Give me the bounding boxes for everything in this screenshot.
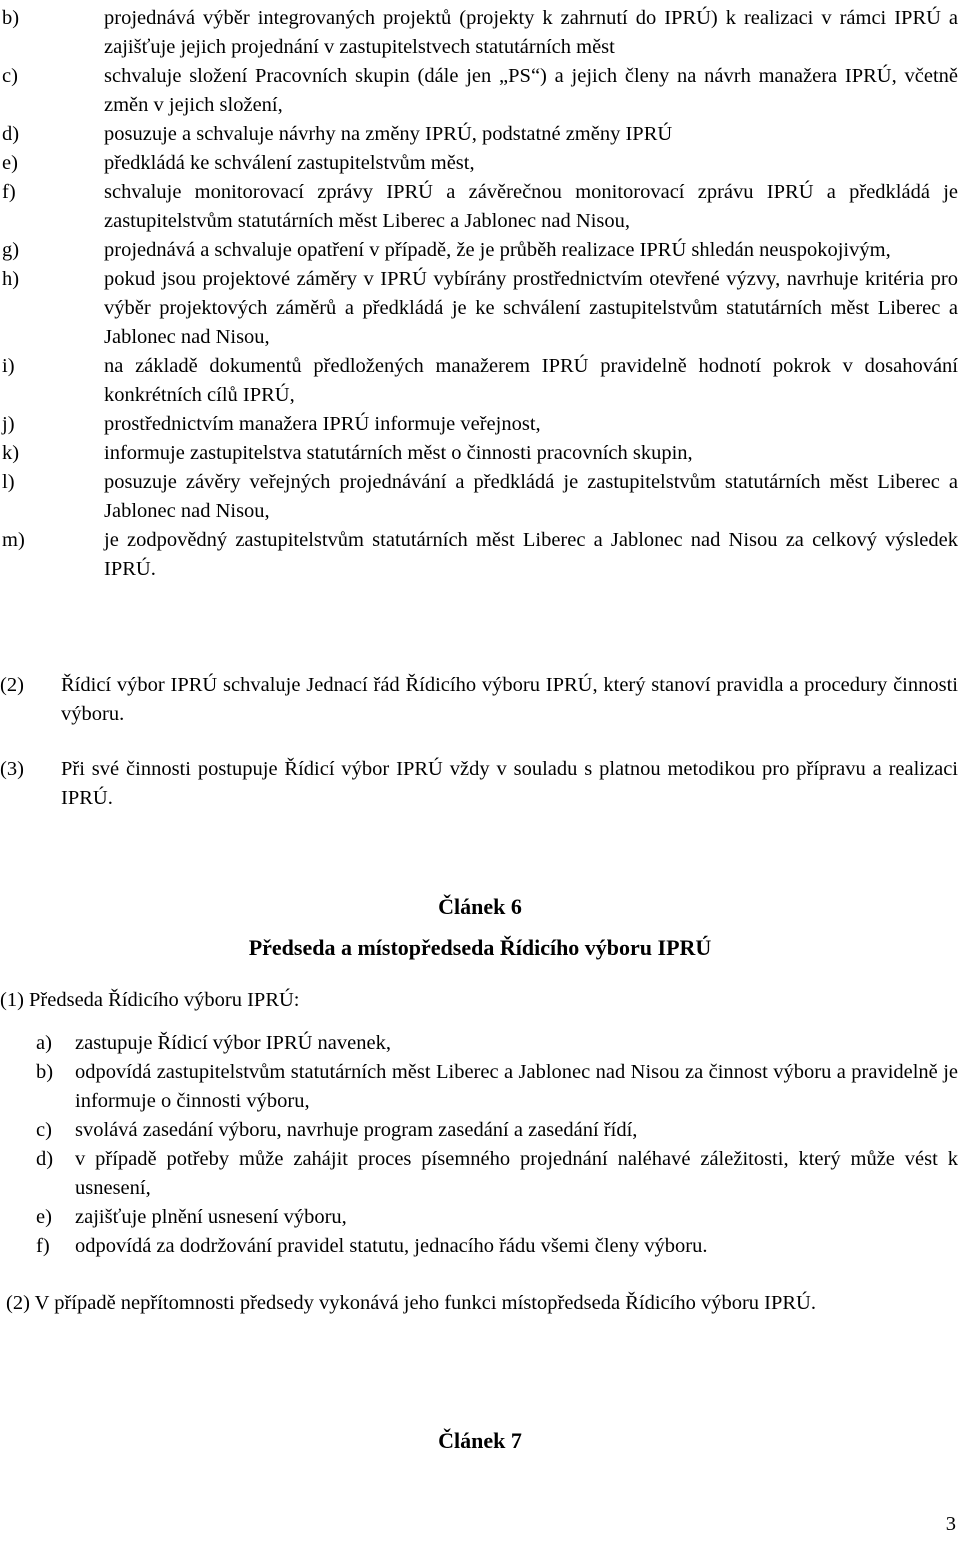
list-item-mark: a): [36, 1032, 52, 1054]
list-item-text: na základě dokumentů předložených manažerem IPRÚ pravidelně hodnotí pokrok v dosahování konkrétních cílů IPRÚ,: [104, 355, 958, 406]
list-item-text: posuzuje závěry veřejných projednávání a předkládá je zastupitelstvům statutárních měst Liberec a Jablonec nad Nisou,: [104, 471, 958, 522]
list-item-mark: c): [2, 65, 18, 87]
page-number: 3: [945, 1513, 956, 1535]
list-item: [0, 120, 958, 149]
list-item-mark: f): [36, 1235, 50, 1257]
list-item-text: informuje zastupitelstva statutárních měst o činnosti pracovních skupin,: [104, 442, 693, 464]
paragraph-2: [0, 671, 958, 729]
list-item-mark: k): [2, 442, 20, 464]
list-item: [0, 1145, 958, 1203]
list-item: [0, 265, 958, 352]
paragraph-text: Řídicí výbor IPRÚ schvaluje Jednací řád Řídicího výboru IPRÚ, který stanoví pravidla a procedury činnosti výboru.: [61, 674, 958, 725]
list-item: [0, 468, 958, 526]
list-item-mark: d): [2, 123, 20, 145]
list-item-mark: e): [36, 1206, 52, 1228]
list-item-text: pokud jsou projektové záměry v IPRÚ vybírány prostřednictvím otevřené výzvy, navrhuje kritéria pro výběr projektových záměrů a předkládá je ke schválení zastupitelstvům statutárních měst Liberec a Jablonec nad Nisou,: [104, 268, 958, 348]
article-7-title: Článek 7: [438, 1428, 522, 1453]
list-item: [0, 1058, 958, 1116]
list-item-mark: b): [2, 7, 20, 29]
list-item-text: předkládá ke schválení zastupitelstvům měst,: [104, 152, 475, 174]
list-item-text: schvaluje monitorovací zprávy IPRÚ a závěrečnou monitorovací zprávu IPRÚ a předkládá je zastupitelstvům statutárních měst Liberec a Jablonec nad Nisou,: [104, 181, 958, 232]
list-item-mark: b): [36, 1061, 54, 1083]
list-item-text: zastupuje Řídicí výbor IPRÚ navenek,: [75, 1032, 391, 1054]
list-item-mark: f): [2, 181, 16, 203]
list-item-text: prostřednictvím manažera IPRÚ informuje veřejnost,: [104, 413, 541, 435]
paragraph-number: (2): [0, 674, 24, 696]
list-item: [0, 178, 958, 236]
paragraph-number: (3): [0, 758, 24, 780]
list-item: [0, 1203, 958, 1232]
article-6-intro: (1) Předseda Řídicího výboru IPRÚ:: [0, 989, 300, 1011]
list-item-text: zajišťuje plnění usnesení výboru,: [75, 1206, 347, 1228]
list-item-text: projednává výběr integrovaných projektů (projekty k zahrnutí do IPRÚ) k realizaci v rámci IPRÚ a zajišťuje jejich projednání v zastupitelstvech statutárních měst: [104, 7, 958, 58]
list-item: [0, 149, 958, 178]
article-6-subtitle: Předseda a místopředseda Řídicího výboru IPRÚ: [248, 935, 712, 960]
list-item-mark: e): [2, 152, 18, 174]
list-item: [0, 62, 958, 120]
list-item-mark: l): [2, 471, 15, 493]
list-item-text: svolává zasedání výboru, navrhuje program zasedání a zasedání řídí,: [75, 1119, 638, 1141]
paragraph-3: [0, 755, 958, 813]
list-item-text: schvaluje složení Pracovních skupin (dále jen „PS“) a jejich členy na návrh manažera IPRÚ, včetně změn v jejich složení,: [104, 65, 958, 116]
list-item-text: posuzuje a schvaluje návrhy na změny IPRÚ, podstatné změny IPRÚ: [104, 123, 673, 145]
list-item-mark: i): [2, 355, 15, 377]
list-item-mark: m): [2, 529, 25, 551]
list-item: [0, 410, 958, 439]
article5-list: [0, 4, 958, 584]
list-item: [0, 526, 958, 584]
list-item-mark: d): [36, 1148, 54, 1170]
list-item-text: je zodpovědný zastupitelstvům statutárních měst Liberec a Jablonec nad Nisou za celkový výsledek IPRÚ.: [104, 529, 958, 580]
list-item: [0, 236, 958, 265]
list-item-text: odpovídá za dodržování pravidel statutu, jednacího řádu všemi členy výboru.: [75, 1235, 708, 1257]
article-6-paragraph-2: (2) V případě nepřítomnosti předsedy vykonává jeho funkci místopředseda Řídicího výboru IPRÚ.: [6, 1292, 816, 1314]
list-item: [0, 1232, 958, 1261]
list-item-text: projednává a schvaluje opatření v případě, že je průběh realizace IPRÚ shledán neuspokojivým,: [104, 239, 891, 261]
chairman-duties-list: [0, 1029, 958, 1261]
list-item: [0, 1116, 958, 1145]
list-item: [0, 439, 958, 468]
list-item-text: odpovídá zastupitelstvům statutárních měst Liberec a Jablonec nad Nisou za činnost výboru a pravidelně je informuje o činnosti výboru,: [75, 1061, 958, 1112]
list-item-text: v případě potřeby může zahájit proces písemného projednání naléhavé záležitosti, který může vést k usnesení,: [75, 1148, 958, 1199]
list-item: [0, 4, 958, 62]
list-item-mark: g): [2, 239, 20, 261]
list-item-mark: c): [36, 1119, 52, 1141]
list-item-mark: h): [2, 268, 20, 290]
article-6-title: Článek 6: [438, 894, 522, 919]
list-item: [0, 1029, 958, 1058]
list-item-mark: j): [2, 413, 15, 435]
list-item: [0, 352, 958, 410]
paragraph-text: Při své činnosti postupuje Řídicí výbor IPRÚ vždy v souladu s platnou metodikou pro přípravu a realizaci IPRÚ.: [61, 758, 958, 809]
